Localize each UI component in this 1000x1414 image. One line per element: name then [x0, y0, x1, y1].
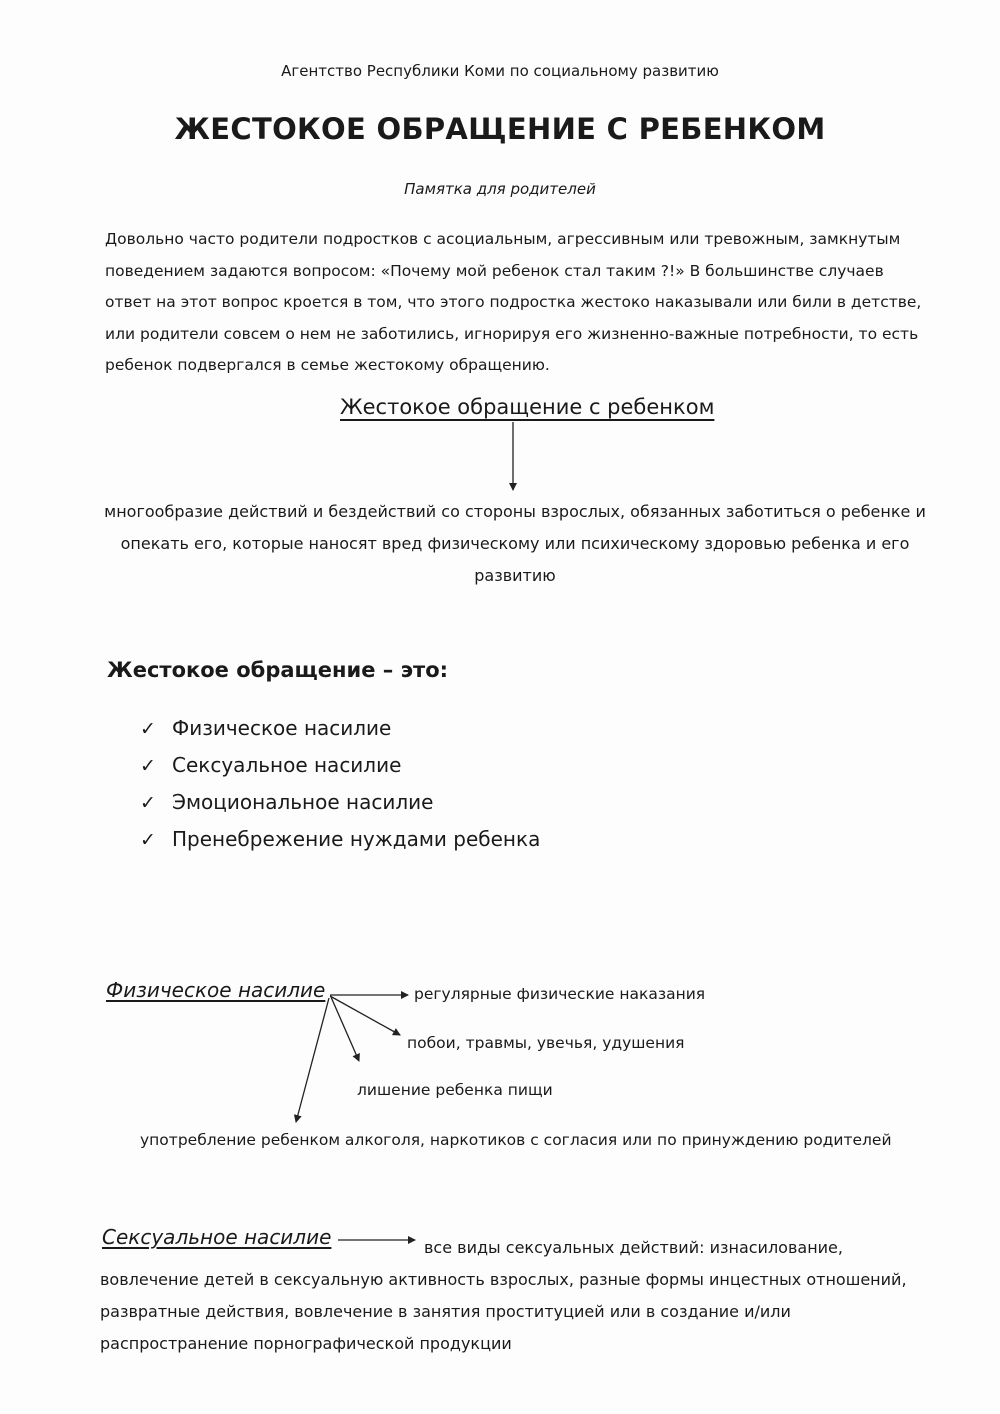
physical-item: регулярные физические наказания — [414, 985, 706, 1003]
intro-paragraph: Довольно часто родители подростков с асоциальным, агрессивным или тревожным, замкнутым поведением задаются вопросом: «Почему мой ребенок стал таким ?!» В большинстве случаев ответ на этот вопрос кроется в том, что этого подростка жестоко наказывали или били в детстве, или родители совсем о нем не заботились, игнорируя его жизненно-важные потребности, то есть ребенок подвергался в семье жестокому обращению. — [105, 230, 922, 374]
arrow-beatings — [330, 996, 400, 1035]
checkmark-icon: ✓ — [140, 792, 156, 814]
physical-item: лишение ребенка пищи — [357, 1081, 553, 1099]
physical-heading: Физическое насилие — [106, 978, 326, 1002]
document-title: ЖЕСТОКОЕ ОБРАЩЕНИЕ С РЕБЕНКОМ — [174, 112, 826, 146]
document-subtitle: Памятка для родителей — [404, 180, 596, 198]
list-item-label: Пренебрежение нуждами ребенка — [172, 827, 541, 851]
physical-item: употребление ребенком алкоголя, наркотиков с согласия или по принуждению родителей — [140, 1131, 892, 1149]
list-item-label: Эмоциональное насилие — [172, 790, 434, 814]
list-item-label: Сексуальное насилие — [172, 753, 402, 777]
sexual-heading: Сексуальное насилие — [102, 1225, 332, 1249]
definition-heading: Жестокое обращение с ребенком — [340, 395, 715, 419]
agency-name: Агентство Республики Коми по социальному развитию — [281, 62, 719, 80]
physical-item: побои, травмы, увечья, удушения — [407, 1034, 685, 1052]
arrow-food-deprivation — [331, 997, 359, 1061]
definition-text: многообразие действий и бездействий со стороны взрослых, обязанных заботиться о ребенке и опекать его, которые наносят вред физическому или психическому здоровью ребенка и его развитию — [104, 502, 926, 585]
arrow-alcohol-drugs — [296, 998, 329, 1122]
sexual-text: все виды сексуальных действий: изнасилование, вовлечение детей в сексуальную активность взрослых, разные формы инцестных отношений, развратные действия, вовлечение в занятия проституцией или в создание и/или распространение порнографической продукции — [100, 1238, 907, 1353]
checkmark-icon: ✓ — [140, 829, 156, 851]
types-heading: Жестокое обращение – это: — [107, 658, 449, 682]
checkmark-icon: ✓ — [140, 718, 156, 740]
list-item-label: Физическое насилие — [172, 716, 392, 740]
checkmark-icon: ✓ — [140, 755, 156, 777]
